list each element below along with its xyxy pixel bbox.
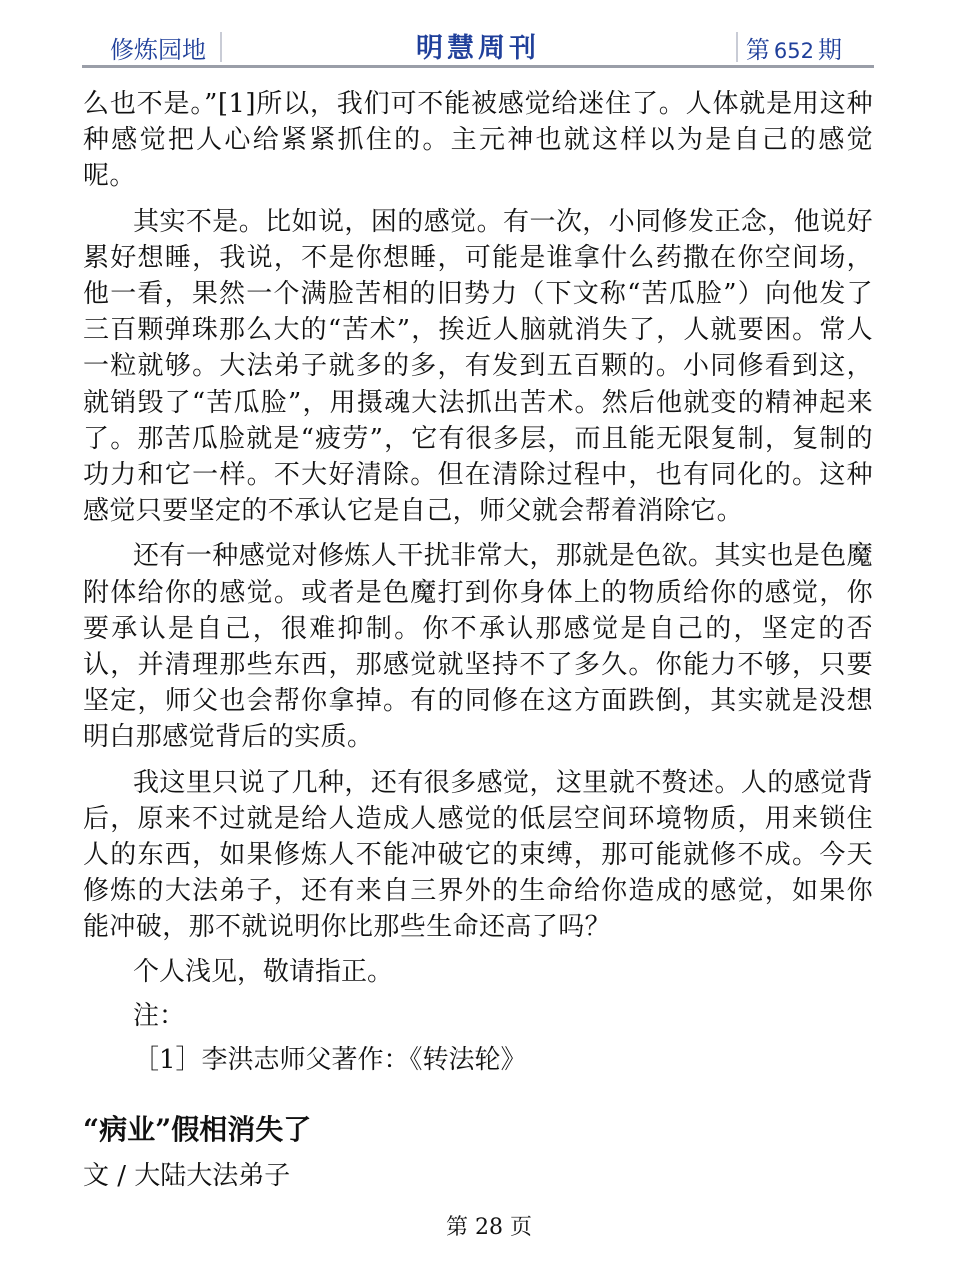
issue-number: 652 <box>773 39 814 63</box>
paragraph: 我这里只说了几种，还有很多感觉，这里就不赘述。人的感觉背后，原来不过就是给人造成人感觉的低层空间环境物质，用来锁住人的东西，如果修炼人不能冲破它的束缚，那可能就修不成。今天修炼的大法弟子，还有来自三界外的生命给你造成的感觉，如果你能冲破，那不就说明你比那些生命还高了吗？ <box>83 767 873 943</box>
page-number: 第 28 页 <box>446 1215 532 1240</box>
article-body <box>83 86 873 1078</box>
paragraph: 么也不是。”[1]所以，我们可不能被感觉给迷住了。人体就是用这种种感觉把人心给紧紧抓住的。主元神也就这样以为是自己的感觉呢。 <box>83 89 873 192</box>
page-header <box>82 26 874 68</box>
issue-label <box>746 30 842 65</box>
issue-suffix: 期 <box>818 36 842 64</box>
masthead-title: 明慧周刊 <box>416 33 540 64</box>
header-rule <box>82 65 874 68</box>
issue-prefix: 第 <box>745 36 770 64</box>
footnote: ［1］李洪志师父著作：《转法轮》 <box>133 1044 527 1075</box>
next-article-title: “病业”假相消失了 <box>83 1113 312 1146</box>
paragraph: 其实不是。比如说，困的感觉。有一次，小同修发正念，他说好累好想睡，我说，不是你想睡，可能是谁拿什么药撒在你空间场，他一看，果然一个满脸苦相的旧势力（下文称“苦瓜脸”）向他发了三百颗弹珠那么大的“苦术”，挨近人脑就消失了，人就要困。常人一粒就够。大法弟子就多的多，有发到五百颗的。小同修看到这，就销毁了“苦瓜脸”，用摄魂大法抓出苦术。然后他就变的精神起来了。那苦瓜脸就是“疲劳”，它有很多层，而且能无限复制，复制的功力和它一样。不大好清除。但在清除过程中，也有同化的。这种感觉只要坚定的不承认它是自己，师父就会帮着消除它。 <box>83 206 873 527</box>
next-article-byline: 文 / 大陆大法弟子 <box>83 1161 291 1191</box>
notes-label: 注： <box>133 1000 186 1031</box>
section-title: 修炼园地 <box>110 36 206 64</box>
header-divider <box>736 32 738 62</box>
closing-remark: 个人浅见，敬请指正。 <box>133 956 394 987</box>
paragraph: 还有一种感觉对修炼人干扰非常大，那就是色欲。其实也是色魔附体给你的感觉。或者是色魔打到你身体上的物质给你的感觉，你要承认是自己，很难抑制。你不承认那感觉是自己的，坚定的否认，并清理那些东西，那感觉就坚持不了多久。你能力不够，只要坚定，师父也会帮你拿掉。有的同修在这方面跌倒，其实就是没想明白那感觉背后的实质。 <box>83 541 873 753</box>
